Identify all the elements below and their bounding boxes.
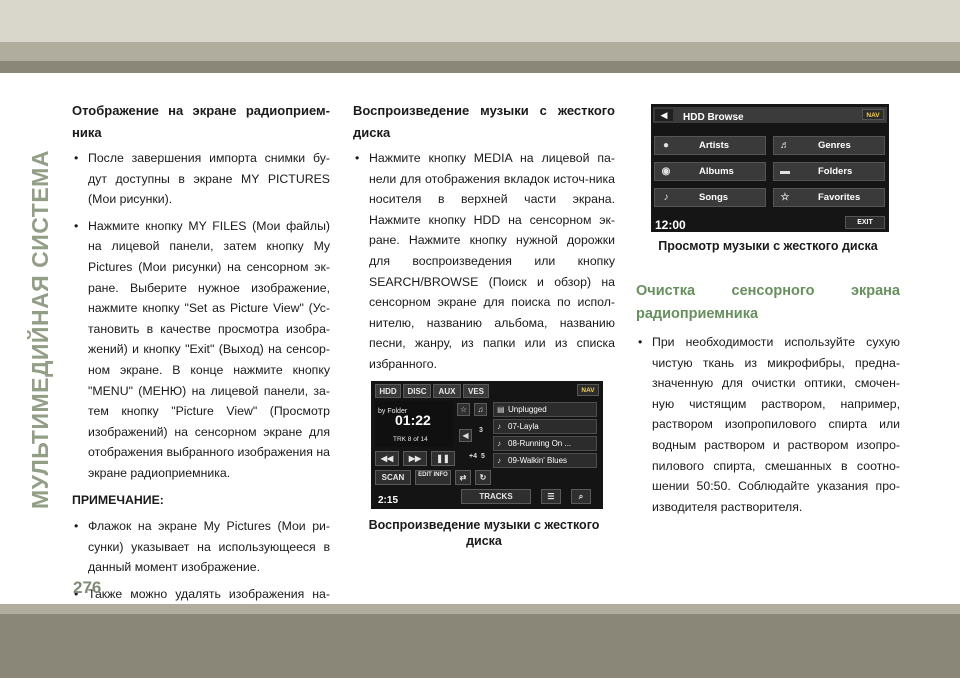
favorite-icon[interactable]: ☆: [457, 403, 470, 416]
tab-aux[interactable]: AUX: [433, 384, 461, 398]
column-left: [72, 100, 330, 652]
folder-icon: ▬: [780, 166, 790, 177]
folder-icon: ▤: [497, 404, 505, 414]
volume-icon[interactable]: ◀: [459, 429, 472, 442]
track-counter: TRK 8 of 14: [393, 435, 428, 443]
scan-button[interactable]: SCAN: [375, 470, 411, 485]
music-icon[interactable]: ♫: [474, 403, 487, 416]
tracks-button[interactable]: TRACKS: [461, 489, 531, 504]
list-item: • Флажок на экране My Pictures (Мои ри-сунки) указывает на использующееся в данный момент изображение.: [72, 516, 330, 578]
genres-button[interactable]: ♬ Genres: [773, 136, 885, 155]
repeat-icon[interactable]: ↻: [475, 470, 491, 485]
section-heading-hdd-playback: Воспроизведение музыки с жесткого диска: [353, 103, 615, 140]
column-right: [636, 100, 900, 523]
disc-icon: ◉: [661, 166, 671, 177]
track-number: +4: [469, 452, 477, 460]
shuffle-icon[interactable]: ⇄: [455, 470, 471, 485]
list-item: • При необходимости используйте сухую чистую ткань из микрофибры, предна-значенную для очистки оптики, смочен-ную чистящим раствором, например, раствором изопропилового спирта или водным раствором и раствором изопро-пилового спирта, смешанных в соотно-шении 50:50. Соблюдайте указания про-изводителя растворителя.: [636, 332, 900, 517]
search-icon[interactable]: ⌕: [571, 489, 591, 504]
track-item-walkin-blues[interactable]: ♪ 09-Walkin' Blues: [493, 453, 597, 468]
track-item-unplugged[interactable]: ▤ Unplugged: [493, 402, 597, 417]
star-icon: ☆: [780, 192, 790, 203]
prev-icon[interactable]: ◀◀: [375, 451, 399, 466]
back-arrow-icon[interactable]: ◀: [655, 109, 673, 121]
track-item-layla[interactable]: ♪ 07-Layla: [493, 419, 597, 434]
favorites-button[interactable]: ☆ Favorites: [773, 188, 885, 207]
elapsed-time: 01:22: [395, 411, 431, 428]
next-icon[interactable]: ▶▶: [403, 451, 427, 466]
column-middle: [353, 100, 615, 549]
side-section-title: МУЛЬТИМЕДИЙНАЯ СИСТЕМА: [27, 150, 53, 510]
exit-button[interactable]: EXIT: [845, 216, 885, 229]
albums-button[interactable]: ◉ Albums: [654, 162, 766, 181]
footer-band-dark: [0, 614, 960, 678]
header-band-light: [0, 0, 960, 42]
browse-mode-label: by Folder: [378, 407, 408, 415]
songs-button[interactable]: ♪ Songs: [654, 188, 766, 207]
page-number: 276: [73, 578, 102, 597]
list-item: • Также можно удалять изображения на-: [72, 584, 330, 646]
clock: 2:15: [378, 494, 399, 506]
pause-icon[interactable]: ❚❚: [431, 451, 455, 466]
note-icon: ♪: [497, 421, 501, 431]
figure-caption-playback: Воспроизведение музыки с жесткого диска: [368, 517, 600, 548]
list-item: • Нажмите кнопку MEDIA на лицевой па-нели для отображения вкладок источ-ника носителя в верхней части экрана. Нажмите кнопку HDD на сенсорном эк-ране. Нажмите кнопку нужной дорожки для воспроизведения или кнопку SEARCH/BROWSE (Поиск и обзор) на сенсорном экране для поиска по испол-нителю, названию альбома, названию песни, жанру, из папки или из списка избранного.: [353, 148, 615, 375]
nav-badge[interactable]: NAV: [862, 109, 884, 120]
browse-header: [653, 107, 887, 123]
section-heading-radio-display: Отображение на экране радиоприем-ника: [72, 103, 330, 140]
tab-hdd[interactable]: HDD: [375, 384, 401, 398]
artists-button[interactable]: ● Artists: [654, 136, 766, 155]
clock: 12:00: [655, 218, 686, 232]
list-icon[interactable]: ☰: [541, 489, 561, 504]
browse-footer: [651, 214, 889, 232]
person-icon: ●: [662, 140, 670, 151]
edit-info-button[interactable]: EDIT INFO: [415, 470, 451, 485]
track-item-running[interactable]: ♪ 08-Running On ...: [493, 436, 597, 451]
screenshot-hdd-browse: [651, 104, 889, 232]
nav-badge[interactable]: NAV: [577, 384, 599, 396]
footer-band-mid: [0, 604, 960, 614]
list-item: • Нажмите кнопку MY FILES (Мои файлы) на лицевой панели, затем кнопку My Pictures (Мои рисунки) на сенсорном эк-ране. Выберите нужное изображение, нажмите кнопку "Set as Picture View" (Ус-тановить в качестве просмотра изобра-жений) и кнопку "Exit" (Выход) на сенсор-ном экране. В конце нажмите кнопку "MENU" (МЕНЮ) на лицевой панели, за-тем кнопку "Picture View" (Просмотр изображений) на сенсорном экране для отображения выбранного изображения на экране радиоприемника.: [72, 216, 330, 484]
header-band-mid: [0, 42, 960, 61]
note-icon: ♪: [497, 438, 501, 448]
screenshot-hdd-playback: [371, 381, 603, 509]
list-item: • После завершения импорта снимки бу-дут доступны в экране MY PICTURES (Мои рисунки).: [72, 148, 330, 210]
figure-caption-browse: Просмотр музыки с жесткого диска: [658, 239, 878, 253]
tab-ves[interactable]: VES: [463, 384, 489, 398]
now-playing-panel: [375, 401, 453, 447]
note-icon: ♪: [663, 192, 669, 203]
note-heading: ПРИМЕЧАНИЕ:: [72, 492, 164, 507]
tab-disc[interactable]: DISC: [403, 384, 431, 398]
track-number: 5: [481, 452, 485, 460]
header-band-dark: [0, 61, 960, 73]
note-icon: ♪: [497, 455, 501, 465]
folders-button[interactable]: ▬ Folders: [773, 162, 885, 181]
track-number: 3: [479, 426, 483, 434]
section-heading-screen-cleaning: Очистка сенсорного экрана радиоприемника: [636, 283, 900, 322]
browse-title: HDD Browse: [683, 112, 744, 123]
genres-icon: ♬: [780, 140, 790, 151]
